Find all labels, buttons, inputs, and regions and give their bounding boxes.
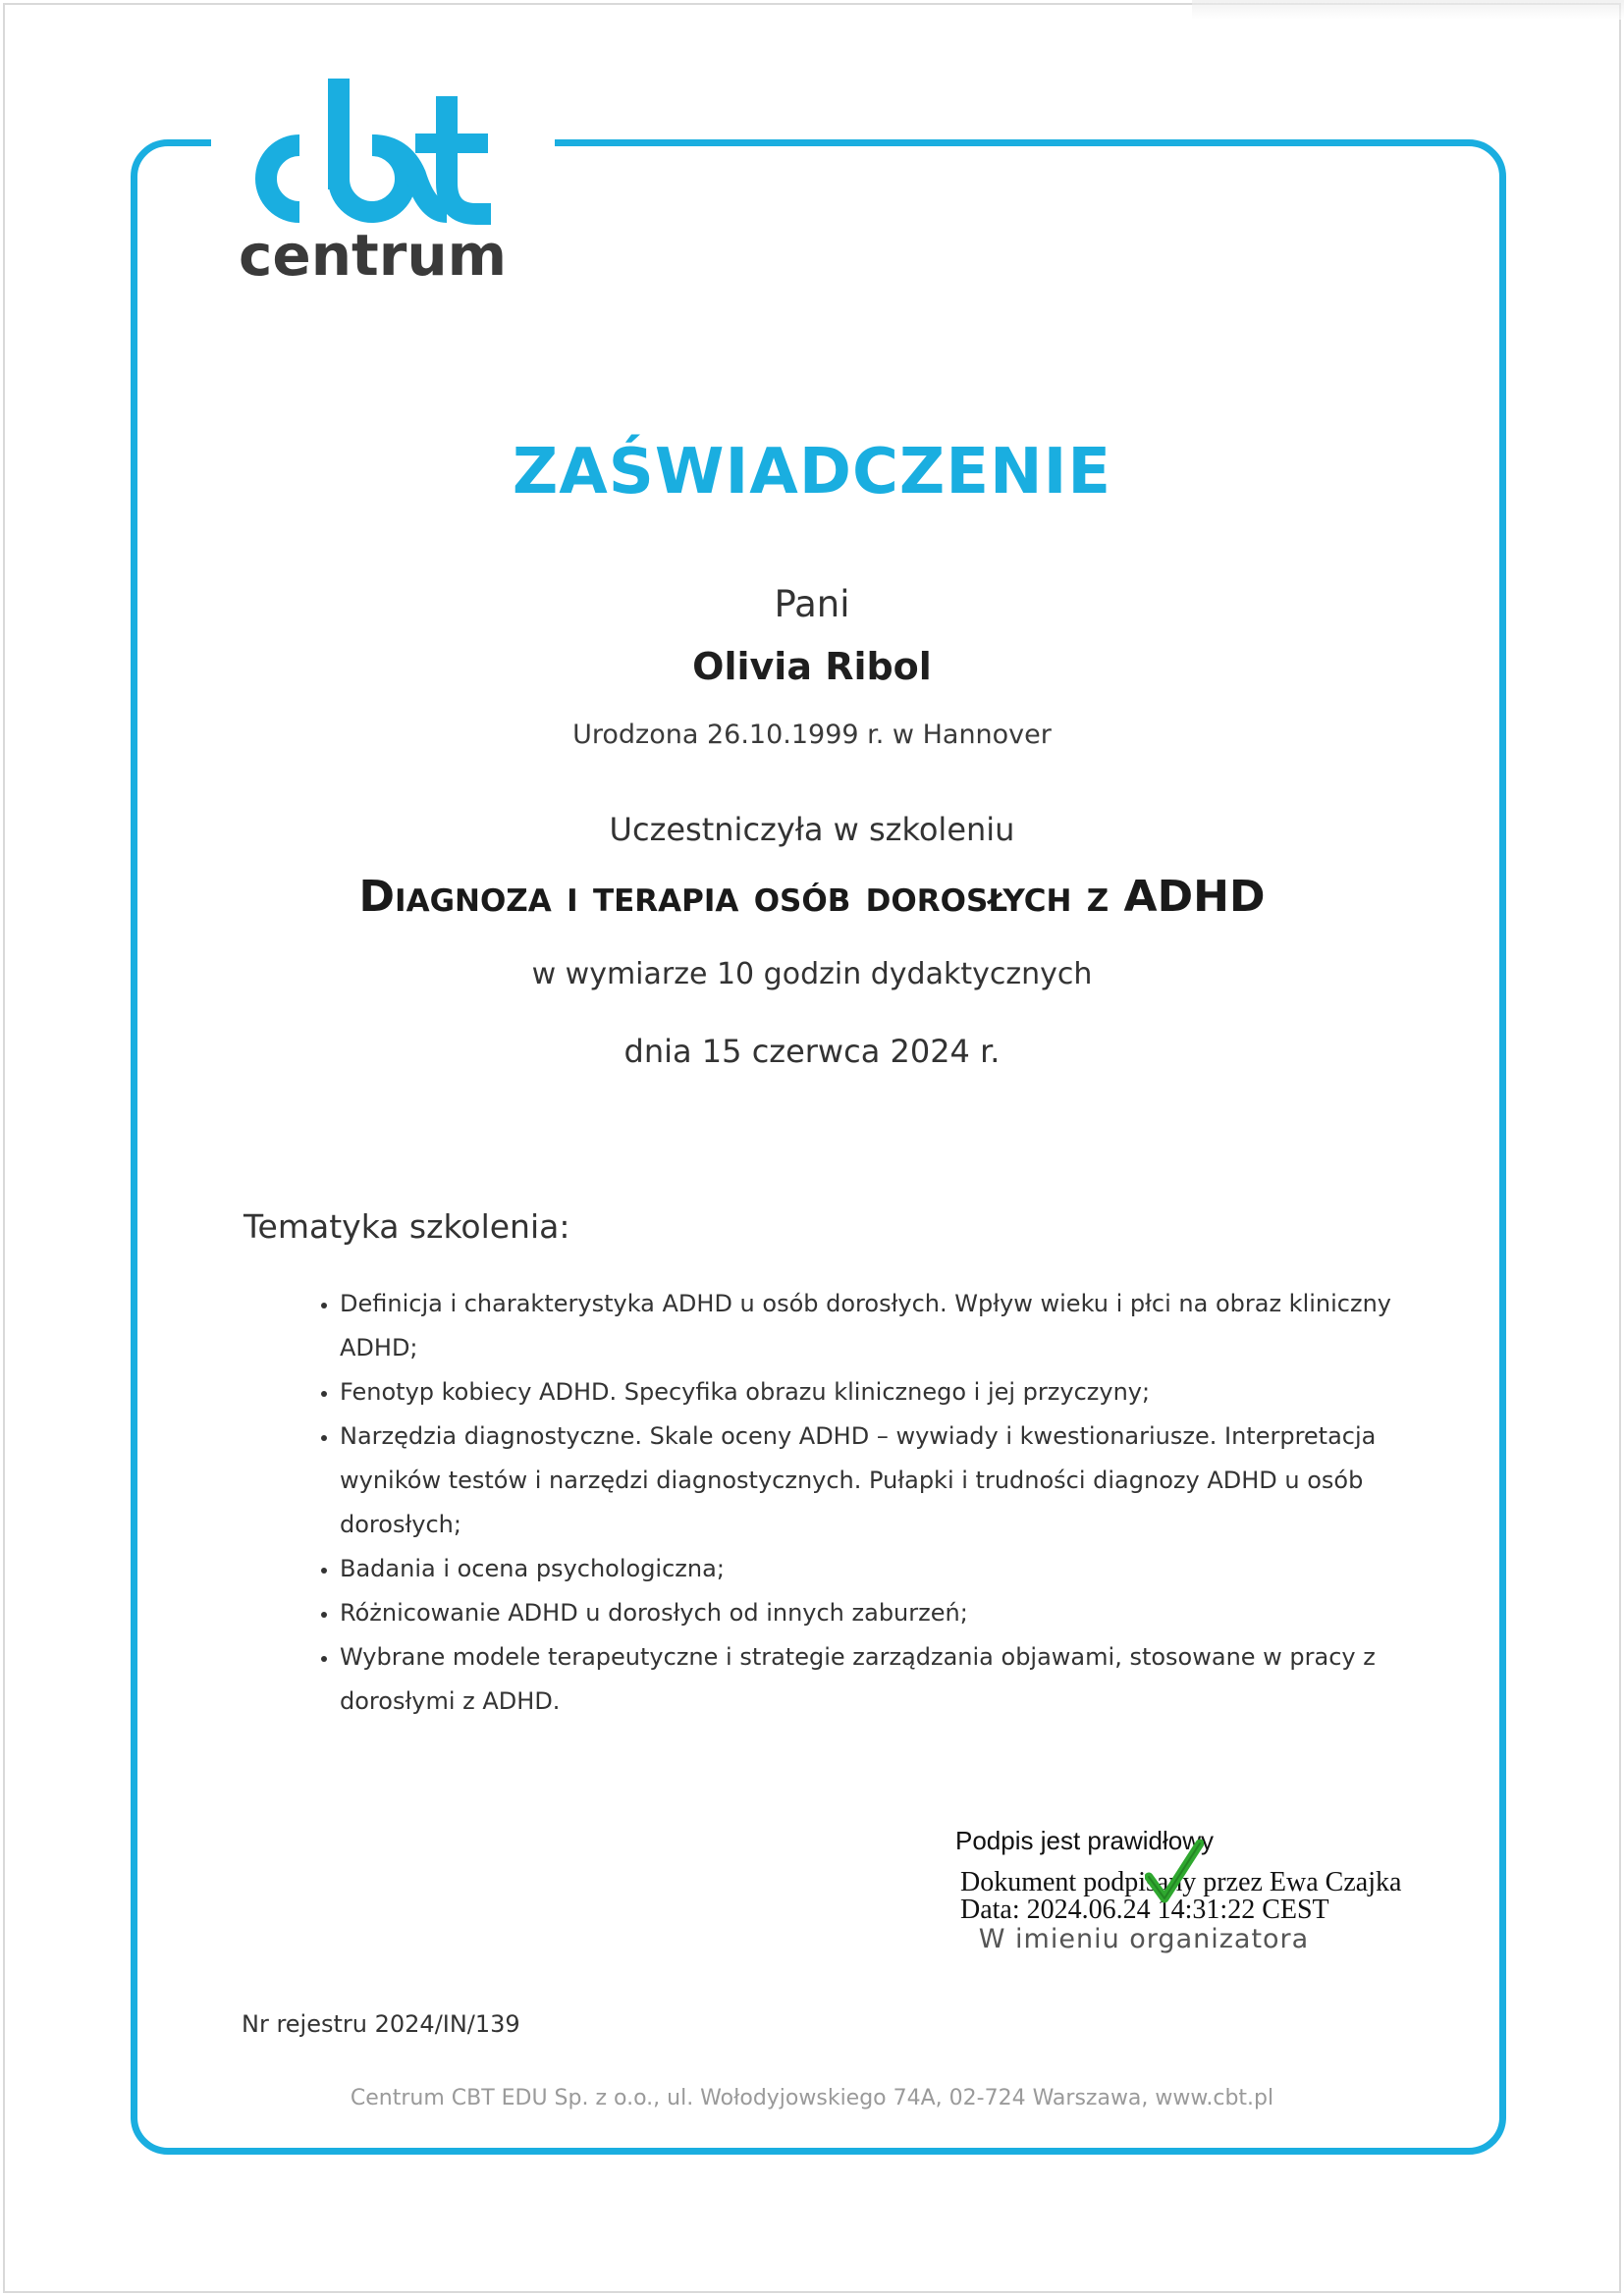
topics-heading: Tematyka szkolenia: — [244, 1207, 570, 1246]
cbt-centrum-logo — [231, 67, 555, 312]
list-item: • Wybrane modele terapeutyczne i strategie zarządzania objawami, stosowane w pracy z dorosłymi z ADHD. — [340, 1635, 1410, 1724]
registry-number: Nr rejestru 2024/IN/139 — [242, 2010, 520, 2038]
logo-letter-t — [447, 96, 491, 214]
list-item: • Definicja i charakterystyka ADHD u osób dorosłych. Wpływ wieku i płci na obraz kliniczny ADHD; — [340, 1282, 1410, 1370]
signature-valid-label: Podpis jest prawidłowy — [955, 1826, 1215, 1855]
recipient-name: Olivia Ribol — [692, 645, 932, 688]
course-date: dnia 15 czerwca 2024 r. — [623, 1033, 1001, 1070]
logo-subtitle: centrum — [239, 222, 508, 289]
signature-signer: Dokument podpisany przez Ewa Czajka — [960, 1867, 1402, 1897]
checkmark-icon — [1145, 1838, 1204, 1906]
list-item: • Badania i ocena psychologiczna; — [340, 1547, 1410, 1591]
course-name: Diagnoza i terapia osób dorosłych z ADHD — [358, 872, 1266, 922]
scan-shadow — [1192, 0, 1624, 20]
birth-info: Urodzona 26.10.1999 r. w Hannover — [572, 720, 1052, 750]
footer-address: Centrum CBT EDU Sp. z o.o., ul. Wołodyjowskiego 74A, 02-724 Warszawa, www.cbt.pl — [350, 2086, 1274, 2110]
certificate-title: ZAŚWIADCZENIE — [512, 436, 1112, 508]
signature-date: Data: 2024.06.24 14:31:22 CEST — [960, 1895, 1329, 1925]
course-hours: w wymiarze 10 godzin dydaktycznych — [531, 957, 1093, 991]
topics-list — [291, 1282, 1410, 1724]
list-item: • Różnicowanie ADHD u dorosłych od innych zaburzeń; — [340, 1591, 1410, 1635]
list-item: • Narzędzia diagnostyczne. Skale oceny ADHD – wywiady i kwestionariusze. Interpretacja wyników testów i narzędzi diagnostycznych. Pułapki i trudności diagnozy ADHD u osób dorosłych; — [340, 1415, 1410, 1547]
signature-role: W imieniu organizatora — [978, 1924, 1310, 1954]
participation-intro: Uczestniczyła w szkoleniu — [609, 811, 1015, 848]
salutation: Pani — [774, 583, 850, 625]
logo-letter-c — [266, 145, 299, 212]
list-item: • Fenotyp kobiecy ADHD. Specyfika obrazu klinicznego i jej przyczyny; — [340, 1370, 1410, 1415]
